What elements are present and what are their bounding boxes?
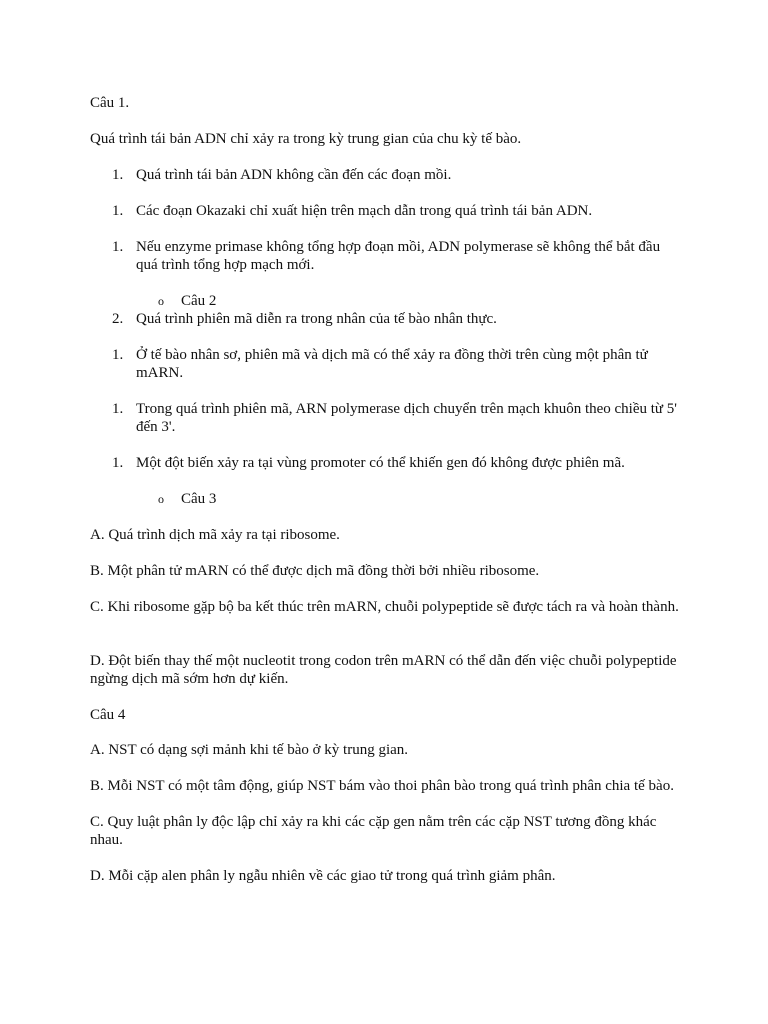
answer-option-a: A. Quá trình dịch mã xảy ra tại ribosome. [90,527,340,543]
answer-option-c: C. Khi ribosome gặp bộ ba kết thúc trên mARN, chuỗi polypeptide sẽ được tách ra và hoàn thành. [90,599,679,615]
list-text: Trong quá trình phiên mã, ARN polymerase dịch chuyển trên mạch khuôn theo chiều từ 5' đến 3'. [136,401,678,435]
list-number: 1. [112,167,124,183]
list-item [112,454,682,472]
question-3-heading-text: Câu 3 [181,491,217,507]
answer-option-c: C. Quy luật phân ly độc lập chỉ xảy ra khi các cặp gen nằm trên các cặp NST tương đồng khác nhau. [90,814,657,848]
list-item [112,166,682,184]
circle-bullet-icon: o [158,294,164,308]
question-1-heading: Câu 1. [90,95,130,111]
answer-option-d: D. Đột biến thay thế một nucleotit trong codon trên mARN có thể dẫn đến việc chuỗi polypeptide ngừng dịch mã sớm hơn dự kiến. [90,653,677,687]
list-item [112,346,682,382]
list-item [112,310,682,328]
list-number: 1. [112,401,124,417]
answer-option-a: A. NST có dạng sợi mảnh khi tế bào ở kỳ trung gian. [90,742,409,758]
list-text: Một đột biến xảy ra tại vùng promoter có thể khiến gen đó không được phiên mã. [136,455,625,471]
list-number: 1. [112,455,124,471]
question-2-heading [158,292,216,310]
answer-option-b: B. Một phân tử mARN có thể được dịch mã đồng thời bởi nhiều ribosome. [90,563,540,579]
list-number: 1. [112,203,124,219]
list-text: Ở tế bào nhân sơ, phiên mã và dịch mã có thể xảy ra đồng thời trên cùng một phân tử mARN. [136,347,648,381]
list-item [112,202,682,220]
list-number: 1. [112,347,124,363]
list-text: Quá trình phiên mã diễn ra trong nhân của tế bào nhân thực. [136,311,497,327]
question-2-heading-text: Câu 2 [181,293,217,309]
question-3-heading [158,490,216,508]
list-item [112,400,682,436]
list-item [112,238,682,274]
list-text: Nếu enzyme primase không tổng hợp đoạn mồi, ADN polymerase sẽ không thể bắt đầu quá trình tổng hợp mạch mới. [136,239,661,273]
question-1-statement: Quá trình tái bản ADN chỉ xảy ra trong kỳ trung gian của chu kỳ tế bào. [90,131,522,147]
answer-option-d: D. Mỗi cặp alen phân ly ngẫu nhiên về các giao tử trong quá trình giảm phân. [90,868,556,884]
answer-option-b: B. Mỗi NST có một tâm động, giúp NST bám vào thoi phân bào trong quá trình phân chia tế bào. [90,778,674,794]
list-text: Các đoạn Okazaki chỉ xuất hiện trên mạch dẫn trong quá trình tái bản ADN. [136,203,593,219]
list-number: 1. [112,239,124,255]
question-4-heading: Câu 4 [90,707,126,723]
circle-bullet-icon: o [158,492,164,506]
list-number: 2. [112,311,124,327]
list-text: Quá trình tái bản ADN không cần đến các đoạn mồi. [136,167,452,183]
